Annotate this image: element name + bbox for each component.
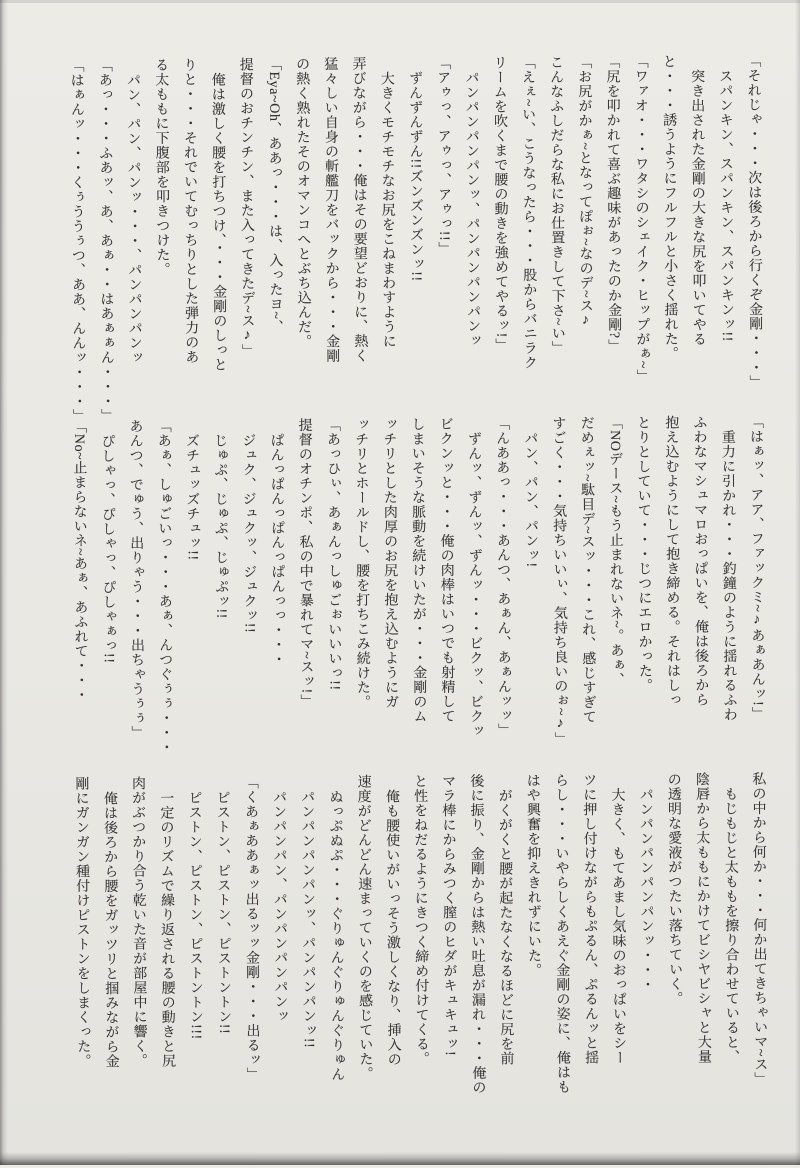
text-column: と・・・誘うようにフルフルと小さく揺れた。 bbox=[660, 54, 678, 361]
text-column: 俺も腰使いがいっそう激しくなり、挿入の bbox=[383, 789, 401, 1067]
text-column: 「はぁんッ・・・くぅううぅつ、ああ、んんッ・・・」 bbox=[68, 58, 87, 424]
text-column: リームを吹くまで腰の動きを強めてやるッ!」 bbox=[491, 55, 509, 353]
text-column: 「あっ・・・ふあッ、あ、あぁ・・はあぁぁん・・・」 bbox=[96, 58, 115, 424]
text-column: の透明な愛液がつたい落ちていく。 bbox=[665, 772, 683, 1006]
text-column: 肉がぶつかり合う乾いた音が部屋中に響く。 bbox=[129, 775, 147, 1068]
text-column: ずんずんずん!!ズンズンズンッ!! bbox=[406, 70, 424, 282]
text-column: 「んああっ・・・あんつ、あぁん、あぁんッッ」 bbox=[494, 416, 512, 738]
text-column: あんつ、でゅう、出りゃう・・・出ちゃうぅぅ」 bbox=[127, 418, 145, 741]
text-column: 陰唇から太ももにかけてビシヤビシャと大量 bbox=[693, 771, 711, 1064]
text-column: がくがくと腰が起たなくなるほどに尻を前 bbox=[496, 788, 514, 1066]
text-column: もじもじと太ももを擦り合わせていると、 bbox=[722, 786, 740, 1065]
text-column: の熱く熟れたそのオマンコへとぶち込んだ。 bbox=[294, 56, 312, 349]
text-column: こんなふしだらな私にお仕置きして下さ~い」 bbox=[547, 54, 565, 356]
text-column: ジュク、ジュクッ、ジュクッ!! bbox=[240, 433, 257, 634]
text-tier-middle bbox=[63, 414, 771, 769]
text-column: 剛にガンガン種付けピストンをしまくった。 bbox=[73, 776, 91, 1069]
text-column: ズチュッズチュッ!! bbox=[183, 433, 200, 561]
text-column: パン、パン、パンッ・・・、パンパンパンッ bbox=[124, 72, 143, 365]
text-column: ぬっぷぬぷ・・・ぐりゅんぐりゅんぐりゅん bbox=[327, 789, 345, 1082]
text-column: 後に振り、金剛からは熱い吐息が漏れ・・・俺の bbox=[468, 773, 486, 1095]
text-column: ビクンッと・・・俺の肉棒はいつでも射精して bbox=[437, 416, 455, 724]
text-tier-top bbox=[60, 53, 768, 424]
text-column: 速度がどんどん速まっていくのを感じていた。 bbox=[355, 774, 373, 1081]
text-column: 「くあぁああぁッ出るッッ金剛・・・出るッ」 bbox=[242, 774, 260, 1082]
text-column: マラ棒にからみつく膣のヒダがキュキュッ! bbox=[440, 773, 458, 1057]
text-column: パンパンパンパンッ、パンパンパンッ!! bbox=[299, 789, 317, 1049]
text-column: 「えぇ~い、こうなったら・・・股からバニラク bbox=[519, 55, 537, 370]
text-column: 「はぁッ、アア、ファックミ~♪あぁあんッ!」 bbox=[747, 414, 765, 721]
text-column: らし・・・いやらしくあえぐ金剛の姿に、俺はも bbox=[552, 772, 571, 1095]
text-column: パン、パン、パンッ! bbox=[522, 431, 539, 568]
text-column: 猛々しい自身の斬艦刀をバックから・・・金剛 bbox=[322, 56, 340, 364]
text-column: 大きく、もてあまし気味のおっぱいをシー bbox=[609, 787, 627, 1065]
text-column: だめぇッ~駄目デ~スッ・・・これ、感じすぎて bbox=[578, 415, 596, 725]
text-column: 「NOデース~もう止まれないネ~。あぁ、 bbox=[606, 415, 624, 687]
text-column: る太ももに下腹部を叩きつけた。 bbox=[153, 57, 170, 277]
text-column: しまいそうな脈動を続けいたが・・・金剛のム bbox=[409, 416, 427, 724]
text-column: と性をねだるようにきつく締め付けてくる。 bbox=[411, 773, 429, 1066]
text-column: 弄びながら・・・俺はその要望どおりに、熱く bbox=[350, 56, 368, 363]
text-column: 提督のオチンポ、私の中で暴れてマ~スッ!」 bbox=[296, 417, 314, 709]
text-column: ふわなマシュマロおっぱいを、俺は後ろから bbox=[691, 414, 709, 707]
text-column: 重力に引かれ・・・釣鐘のように揺れるふわ bbox=[719, 429, 737, 722]
text-column: パンパンパン、パンパンパンパンッ bbox=[270, 789, 288, 1024]
text-column: 「No~止まらないネ~あぁ、あふれて・・・ bbox=[70, 419, 88, 703]
text-column: 「ワァオ・・・ワタシのシェイク・ヒップがぁ~」 bbox=[632, 54, 650, 384]
text-column: 「あぁ、しゅごいっ・・・あぁ、んつぐぅぅ・・・ bbox=[155, 418, 173, 755]
text-column: スパンキン、スパンキン、スパンキンッ!! bbox=[717, 68, 735, 343]
text-column: 「それじゃ・・・次は後ろから行くぞ金剛・・・」 bbox=[745, 53, 763, 390]
text-column: はや興奮を抑えきれずにいた。 bbox=[524, 773, 542, 978]
text-column: 一定のリズムで繰り返される腰の動きと尻 bbox=[158, 790, 176, 1069]
text-column: ずんッ、ずんッ、ずんッ・・・ビクッ、ビクッ bbox=[465, 431, 484, 739]
text-column: ピストン、ピストン、ピストントン!!! bbox=[186, 790, 204, 1040]
text-column: 突き出された金剛の大きな尻を叩いてやる bbox=[689, 68, 706, 347]
text-column: すごく・・・気持ちいいぃ、気持ち良いのぉ~♪」 bbox=[550, 415, 568, 747]
text-column: 俺は激しく腰を打ちつけ、・・・金剛のしっと bbox=[209, 72, 227, 372]
text-column: 私の中から何か・・・何か出てきちゃいマ~ス」 bbox=[750, 771, 768, 1087]
text-column: ッチリとホールドし、腰を打ちこみ続けた。 bbox=[353, 417, 371, 710]
text-column: 「あっひぃ、あぁんっしゅごぉいいいっ!! bbox=[324, 417, 342, 691]
text-column: ッチリとした肉厚のお尻を抱え込むようにガ bbox=[381, 417, 399, 710]
text-column: パンパンパンパンパンッ・・・ bbox=[637, 787, 655, 992]
text-column: ぴしゃっ、ぴしゃっ、ぴしゃぁっ!! bbox=[99, 433, 116, 664]
text-column: 提督のおチンチン、また入ってきたデ~ス♪」 bbox=[237, 57, 255, 359]
text-column: ピストン、ピストン、ピストントン!! bbox=[214, 790, 232, 1035]
text-tier-bottom bbox=[65, 771, 773, 1126]
text-column: 「Eya~Oh、ああっ・・・は、入ったヨ~、 bbox=[265, 56, 283, 335]
text-column: 大きくモチモチなお尻をこねまわすように bbox=[378, 71, 396, 349]
text-column: ツに押し付けながらもぷるん、ぷるんッと揺 bbox=[581, 772, 599, 1065]
text-column: 「お尻がかぁ~となってぽぉ~なのデ~ス♪ bbox=[576, 54, 594, 329]
text-column: パンパンパンパンッ、パンパンパンパンッ bbox=[463, 70, 481, 348]
text-column: りと・・・それでいてむっちりとした弾力のあ bbox=[181, 57, 199, 365]
text-column: 「尻を叩かれて喜ぶ趣味があったのか金剛?」 bbox=[604, 54, 622, 354]
text-column: ぱんっぱんっぱんっぱんっっ・・・ bbox=[268, 432, 286, 667]
text-column: 俺は後ろから腰をガッツリと掴みながら金 bbox=[101, 790, 119, 1069]
text-column: 「アゥっ、アゥっ、アゥっ!!」 bbox=[435, 55, 452, 257]
text-column: じゅぷ、じゅぷ、じゅぷッ!! bbox=[212, 433, 229, 620]
text-column: 抱え込むようにして抱き締める。それはしっ bbox=[663, 415, 681, 708]
text-column: とりとしていて・・・じつにエロかった。 bbox=[635, 415, 652, 693]
